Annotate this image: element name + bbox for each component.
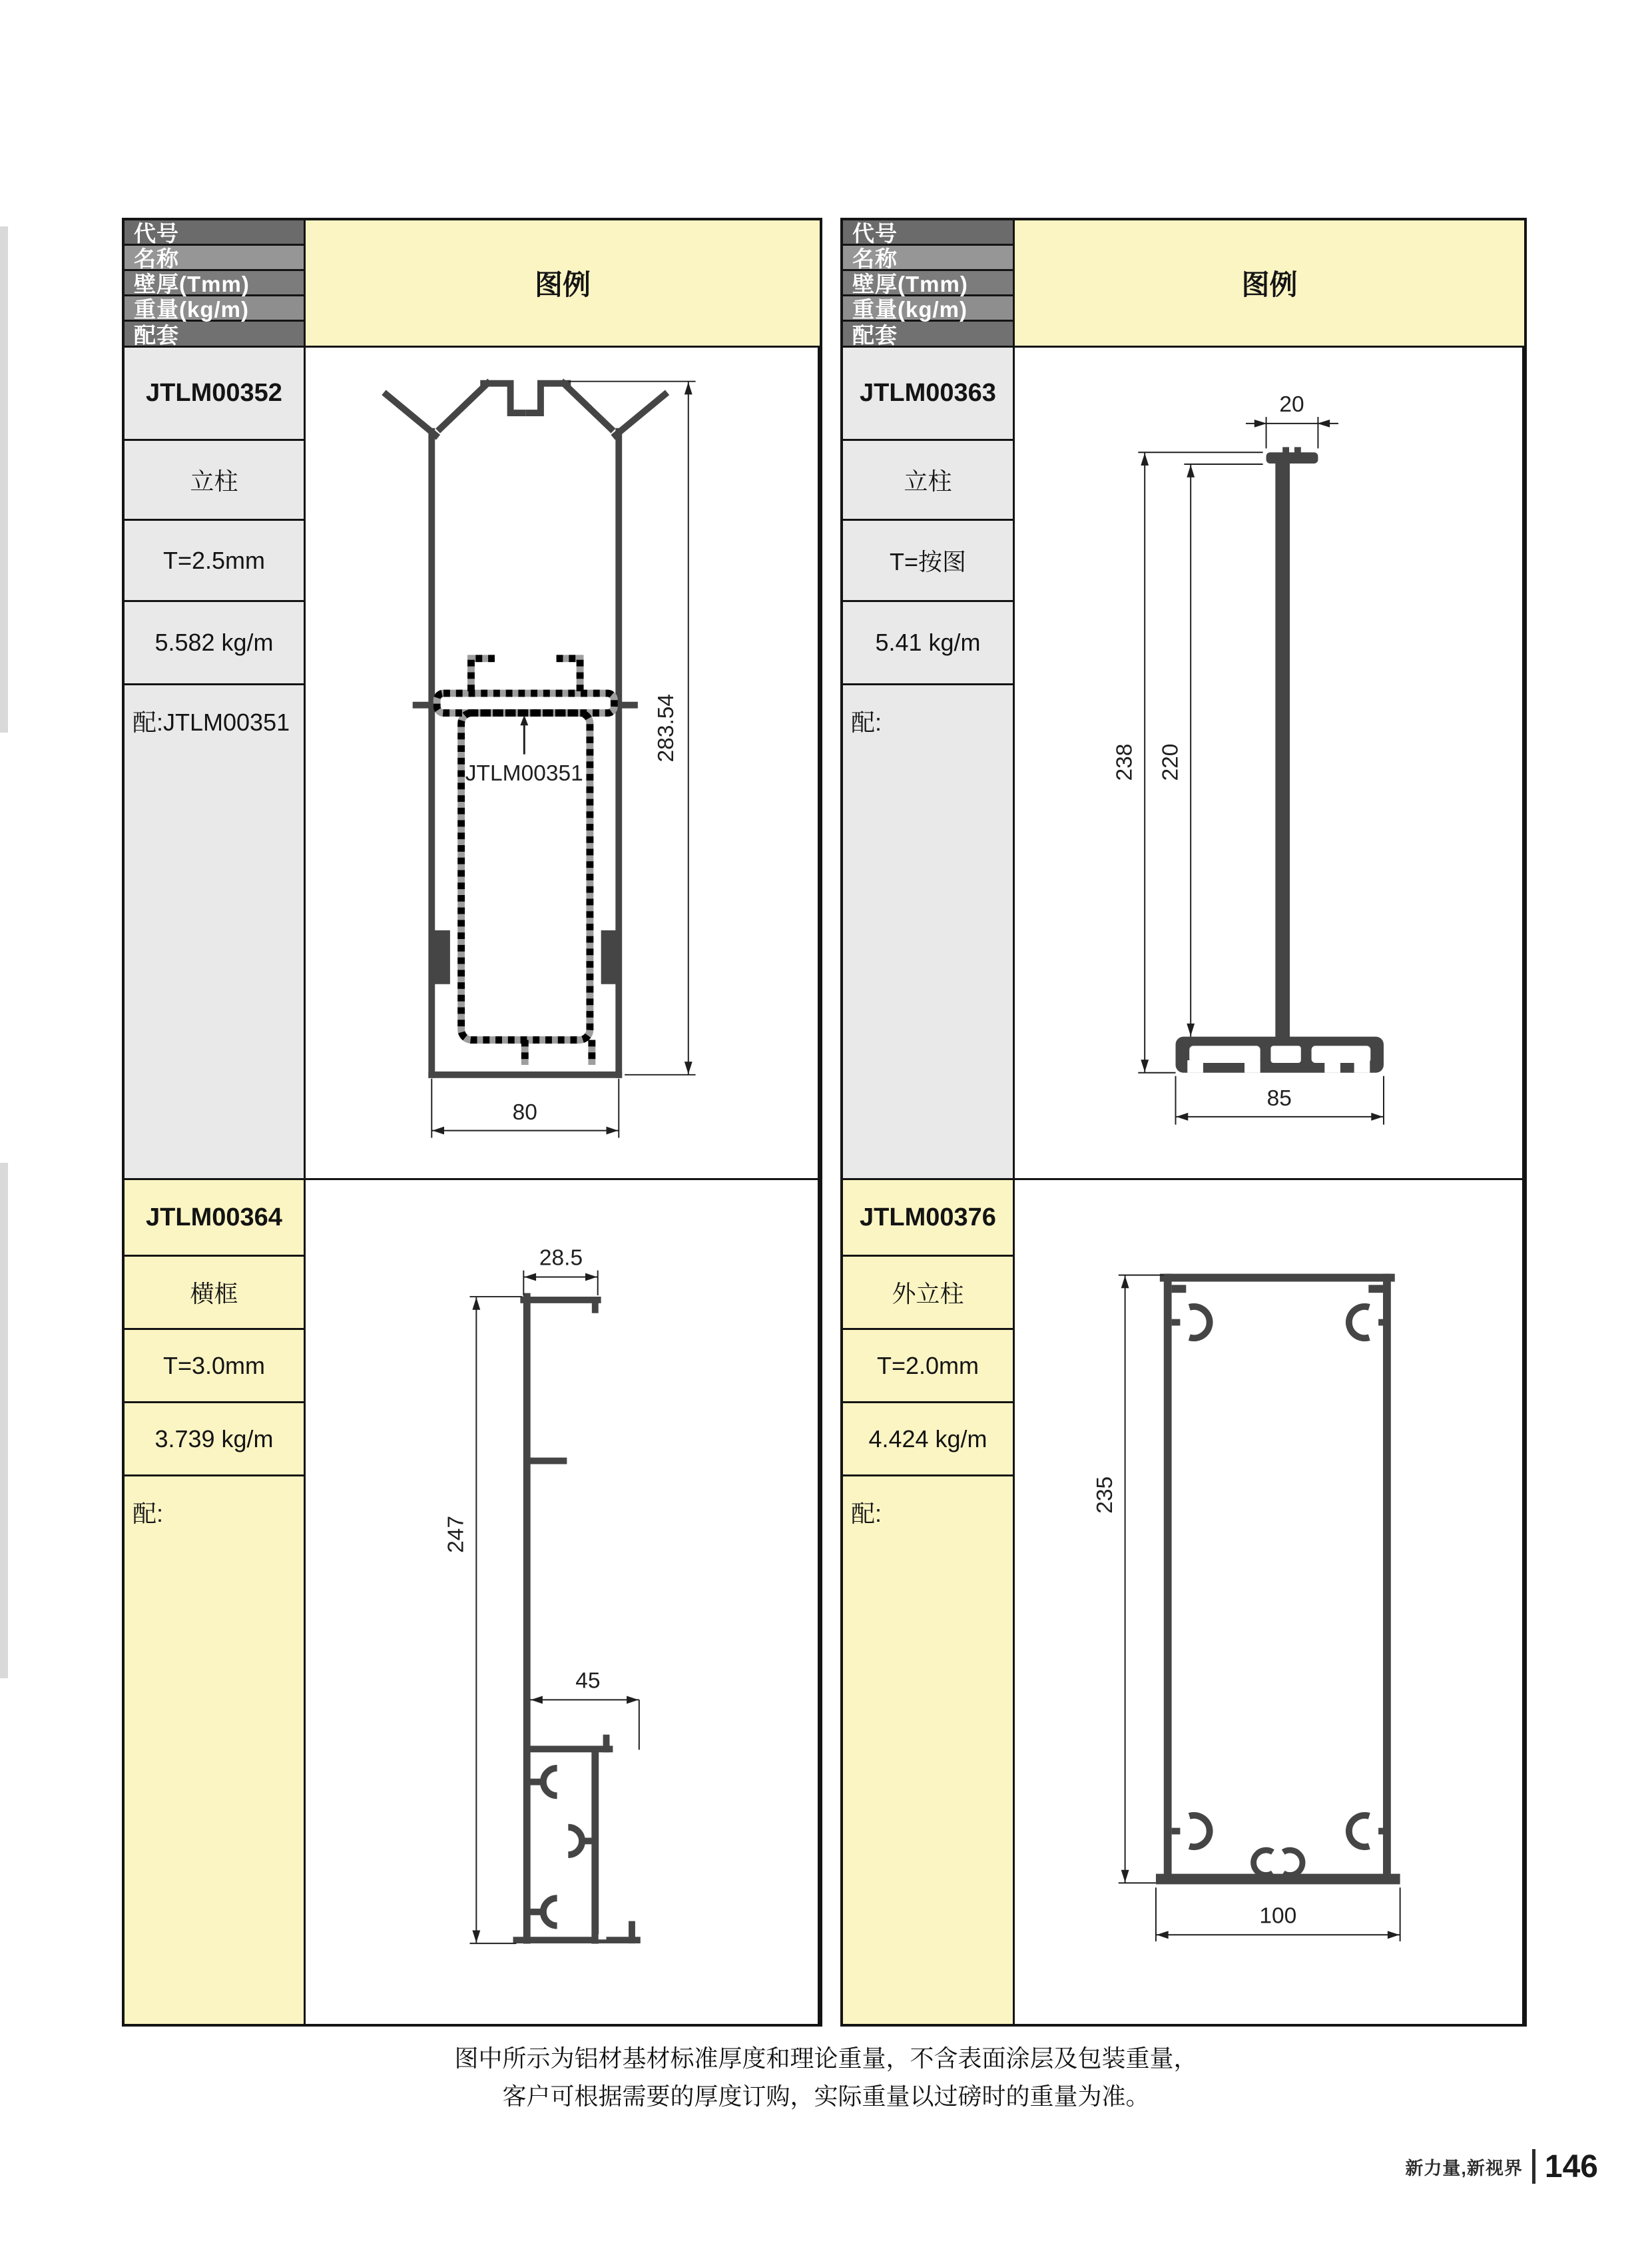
arrow-right — [607, 1127, 619, 1135]
dim-label-base-width: 85 — [1266, 1086, 1292, 1112]
header-weight-label: 重量(kg/m) — [852, 297, 967, 322]
arrow-down — [1187, 1024, 1195, 1036]
profile-outline — [386, 384, 665, 1075]
spec-code-jtlm00352: JTLM00352 — [125, 348, 306, 441]
legend-label: 图例 — [1241, 269, 1298, 300]
header-code-label: 代号 — [852, 221, 898, 246]
wall-clips — [1172, 1307, 1387, 1875]
drawing-cell-jtlm00364 — [306, 1180, 820, 2024]
arrow-right — [1254, 420, 1267, 428]
base-notch-1 — [1187, 1060, 1203, 1073]
base-notch-3 — [1324, 1060, 1340, 1073]
left-edge-print-strip-bottom — [0, 1163, 8, 1678]
top-slot-right-hook — [529, 384, 567, 413]
spec-name-jtlm00364: 横框 — [125, 1257, 306, 1330]
dim-label-cap-width: 20 — [1279, 392, 1304, 418]
dim-label-base-width: 100 — [1259, 1903, 1297, 1929]
spec-thickness-jtlm00352: T=2.5mm — [125, 521, 306, 602]
arrow-up — [1121, 1276, 1129, 1289]
spec-weight-jtlm00363: 5.41 kg/m — [843, 602, 1015, 685]
tab-top-left — [1172, 1285, 1187, 1293]
dim-label-box-width: 45 — [575, 1668, 601, 1694]
arrow-up — [685, 382, 692, 395]
clip-c-bottom-left — [1189, 1815, 1209, 1847]
spec-weight-jtlm00364: 3.739 kg/m — [125, 1403, 306, 1476]
dim-label-width: 80 — [512, 1100, 537, 1125]
arrow-up — [1141, 453, 1149, 466]
foot-notch — [599, 1934, 607, 1939]
header-name-label: 名称 — [134, 246, 179, 271]
spec-mate-jtlm00352: 配:JTLM00351 — [125, 685, 306, 1180]
v-arm-right — [615, 394, 665, 435]
arrow-down — [1121, 1870, 1129, 1883]
legend-label: 图例 — [534, 269, 591, 300]
clip-c-top-right — [1349, 1307, 1369, 1338]
arrow-up — [472, 1297, 480, 1310]
dimension-inner-height — [1184, 464, 1262, 1037]
header-mate-label: 配套 — [134, 322, 179, 348]
clip-c-top-left — [1189, 1307, 1209, 1338]
spec-code-jtlm00363: JTLM00363 — [843, 348, 1015, 441]
profile-drawing-jtlm00352 — [306, 348, 818, 1178]
dimension-height — [469, 1297, 522, 1943]
spec-name-jtlm00363: 立柱 — [843, 441, 1015, 521]
brand-tagline: 新力量,新视界 — [1405, 2158, 1523, 2178]
profile-drawing-jtlm00376 — [1015, 1180, 1522, 2024]
profile-outline — [1164, 1278, 1391, 1874]
arrow-right — [585, 1273, 597, 1281]
top-cap — [1266, 452, 1318, 464]
header-mate — [125, 322, 306, 348]
dim-label-height: 247 — [443, 1515, 469, 1553]
top-diagonal-right — [563, 384, 611, 429]
footnote-line-1: 图中所示为铝材基材标准厚度和理论重量，不含表面涂层及包装重量， — [454, 2045, 1198, 2072]
spec-weight-jtlm00352: 5.582 kg/m — [125, 602, 306, 685]
arrow-left — [432, 1127, 444, 1135]
catalog-table-right — [840, 218, 1527, 2027]
tab-top-right — [1368, 1285, 1383, 1293]
boss-c-3 — [543, 1898, 557, 1925]
header-thickness-label: 壁厚(Tmm) — [852, 272, 968, 296]
insert-label: JTLM00351 — [465, 761, 583, 787]
spec-name-jtlm00376: 外立柱 — [843, 1257, 1015, 1330]
boss-c-2 — [568, 1827, 582, 1855]
top-slot-left-hook — [483, 384, 522, 413]
profile-drawing-jtlm00364 — [306, 1180, 818, 2024]
header-code-label: 代号 — [134, 221, 179, 246]
arrow-down — [1141, 1060, 1149, 1072]
spec-code-jtlm00364: JTLM00364 — [125, 1180, 306, 1257]
dim-label-inner-height: 220 — [1158, 743, 1183, 781]
arrow-right — [627, 1696, 639, 1704]
dim-label-top-width: 28.5 — [539, 1245, 583, 1271]
insert-callout — [465, 715, 583, 787]
dimension-height — [1119, 1275, 1164, 1883]
base-notch-4 — [1354, 1060, 1370, 1073]
brand-footer — [1332, 2143, 1598, 2190]
arrow-left — [531, 1696, 543, 1704]
arrow-left — [1317, 420, 1330, 428]
drawing-cell-jtlm00352 — [306, 348, 820, 1180]
arrow-right — [1371, 1113, 1383, 1121]
header-weight-label: 重量(kg/m) — [134, 297, 249, 322]
dim-label-height: 235 — [1092, 1476, 1117, 1514]
page-number: 146 — [1544, 2148, 1598, 2184]
arrow-right — [1388, 1931, 1400, 1939]
base-slot-middle — [1270, 1046, 1300, 1063]
brand-divider — [1532, 2149, 1535, 2184]
header-mate-label: 配套 — [852, 322, 898, 348]
dimension-outer-height — [1138, 452, 1262, 1073]
center-hook-left — [1254, 1850, 1273, 1875]
drawing-cell-jtlm00363 — [1015, 348, 1524, 1180]
base-notch-2 — [1244, 1060, 1260, 1073]
wall-boss-right — [601, 930, 619, 984]
profile-drawing-jtlm00363 — [1015, 348, 1522, 1178]
left-edge-print-strip-top — [0, 226, 8, 733]
boss-c-1 — [543, 1768, 557, 1795]
spec-code-jtlm00376: JTLM00376 — [843, 1180, 1015, 1257]
spec-thickness-jtlm00376: T=2.0mm — [843, 1330, 1015, 1403]
catalog-table-left — [122, 218, 822, 2027]
inner-tabs — [1172, 1285, 1383, 1293]
spec-mate-jtlm00376: 配: — [843, 1476, 1015, 2024]
spec-thickness-jtlm00364: T=3.0mm — [125, 1330, 306, 1403]
clip-c-bottom-right — [1349, 1815, 1369, 1847]
arrow-left — [1157, 1931, 1169, 1939]
arrow-left — [1176, 1113, 1188, 1121]
arrow-down — [685, 1062, 692, 1074]
v-arm-left — [386, 394, 435, 435]
screw-bosses — [530, 1768, 595, 1926]
wall-boss-left — [433, 930, 450, 984]
spec-thickness-jtlm00363: T=按图 — [843, 521, 1015, 602]
header-mate — [843, 322, 1015, 348]
profile-body — [1176, 447, 1384, 1072]
dim-label-outer-height: 238 — [1112, 743, 1137, 781]
arrow-left — [524, 1273, 536, 1281]
arrow-up — [1187, 465, 1195, 478]
header-name-label: 名称 — [852, 246, 898, 271]
footnote — [0, 2039, 1652, 2115]
dim-label-height: 283.54 — [654, 693, 679, 763]
stem — [1275, 463, 1290, 1040]
profile-outline — [516, 1297, 637, 1940]
center-hook-right — [1283, 1850, 1302, 1875]
legend-header-left — [306, 220, 820, 348]
spec-weight-jtlm00376: 4.424 kg/m — [843, 1403, 1015, 1476]
dimension-box-width — [530, 1700, 639, 1750]
top-diagonal-left — [440, 384, 487, 429]
drawing-cell-jtlm00376 — [1015, 1180, 1524, 2024]
cap-nub-1 — [1282, 447, 1289, 453]
legend-header-right — [1015, 220, 1524, 348]
cap-nub-2 — [1294, 447, 1301, 453]
arrow-down — [472, 1930, 480, 1943]
spec-mate-jtlm00364: 配: — [125, 1476, 306, 2024]
base-plate — [1156, 1874, 1400, 1885]
footnote-line-2: 客户可根据需要的厚度订购，实际重量以过磅时的重量为准。 — [502, 2082, 1150, 2110]
spec-mate-jtlm00363: 配: — [843, 685, 1015, 1180]
header-thickness-label: 壁厚(Tmm) — [134, 272, 250, 296]
spec-name-jtlm00352: 立柱 — [125, 441, 306, 521]
